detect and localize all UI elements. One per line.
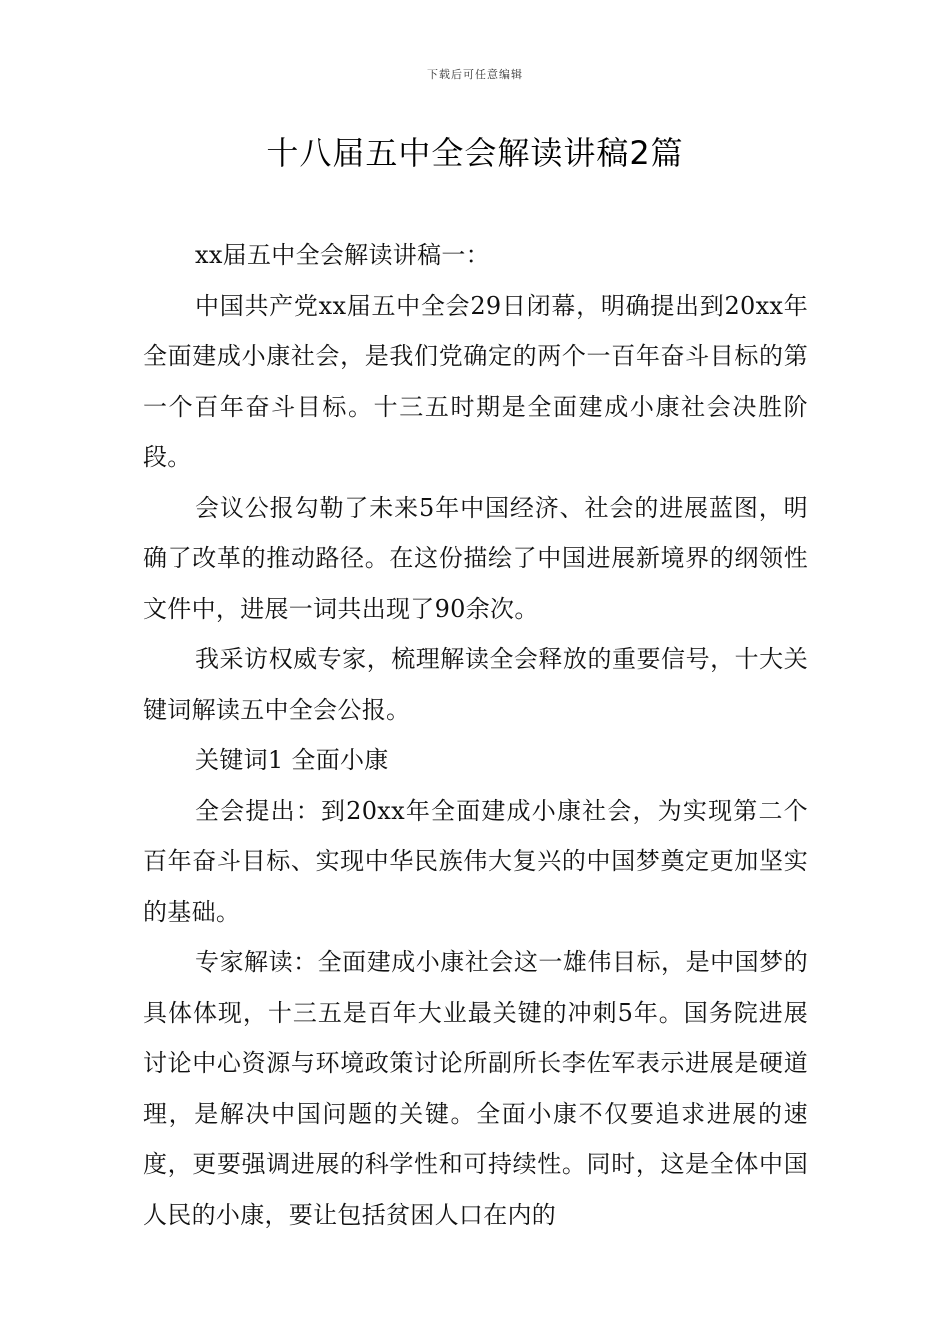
paragraph: 专家解读：全面建成小康社会这一雄伟目标，是中国梦的具体体现，十三五是百年大业最关键的冲刺5年。国务院进展讨论中心资源与环境政策讨论所副所长李佐军表示进展是硬道理，是解决中国问题的关键。全面小康不仅要追求进展的速度，更要强调进展的科学性和可持续性。同时，这是全体中国人民的小康，要让包括贫困人口在内的 — [143, 948, 808, 1229]
document-title: 十八届五中全会解读讲稿2篇 — [266, 134, 684, 172]
paragraph: 会议公报勾勒了未来5年中国经济、社会的进展蓝图，明确了改革的推动路径。在这份描绘了中国进展新境界的纲领性文件中，进展一词共出现了90余次。 — [143, 493, 808, 623]
paragraph: 全会提出：到20xx年全面建成小康社会，为实现第二个百年奋斗目标、实现中华民族伟大复兴的中国梦奠定更加坚实的基础。 — [143, 796, 808, 926]
header-note: 下载后可任意编辑 — [427, 68, 523, 81]
keyword-heading: 关键词1 全面小康 — [195, 746, 389, 774]
paragraph-heading: xx届五中全会解读讲稿一： — [195, 241, 490, 269]
document-body — [143, 230, 808, 1240]
paragraph: 我采访权威专家，梳理解读全会释放的重要信号，十大关键词解读五中全会公报。 — [143, 645, 808, 724]
paragraph: 中国共产党xx届五中全会29日闭幕，明确提出到20xx年全面建成小康社会，是我们党确定的两个一百年奋斗目标的第一个百年奋斗目标。十三五时期是全面建成小康社会决胜阶段。 — [143, 291, 808, 471]
